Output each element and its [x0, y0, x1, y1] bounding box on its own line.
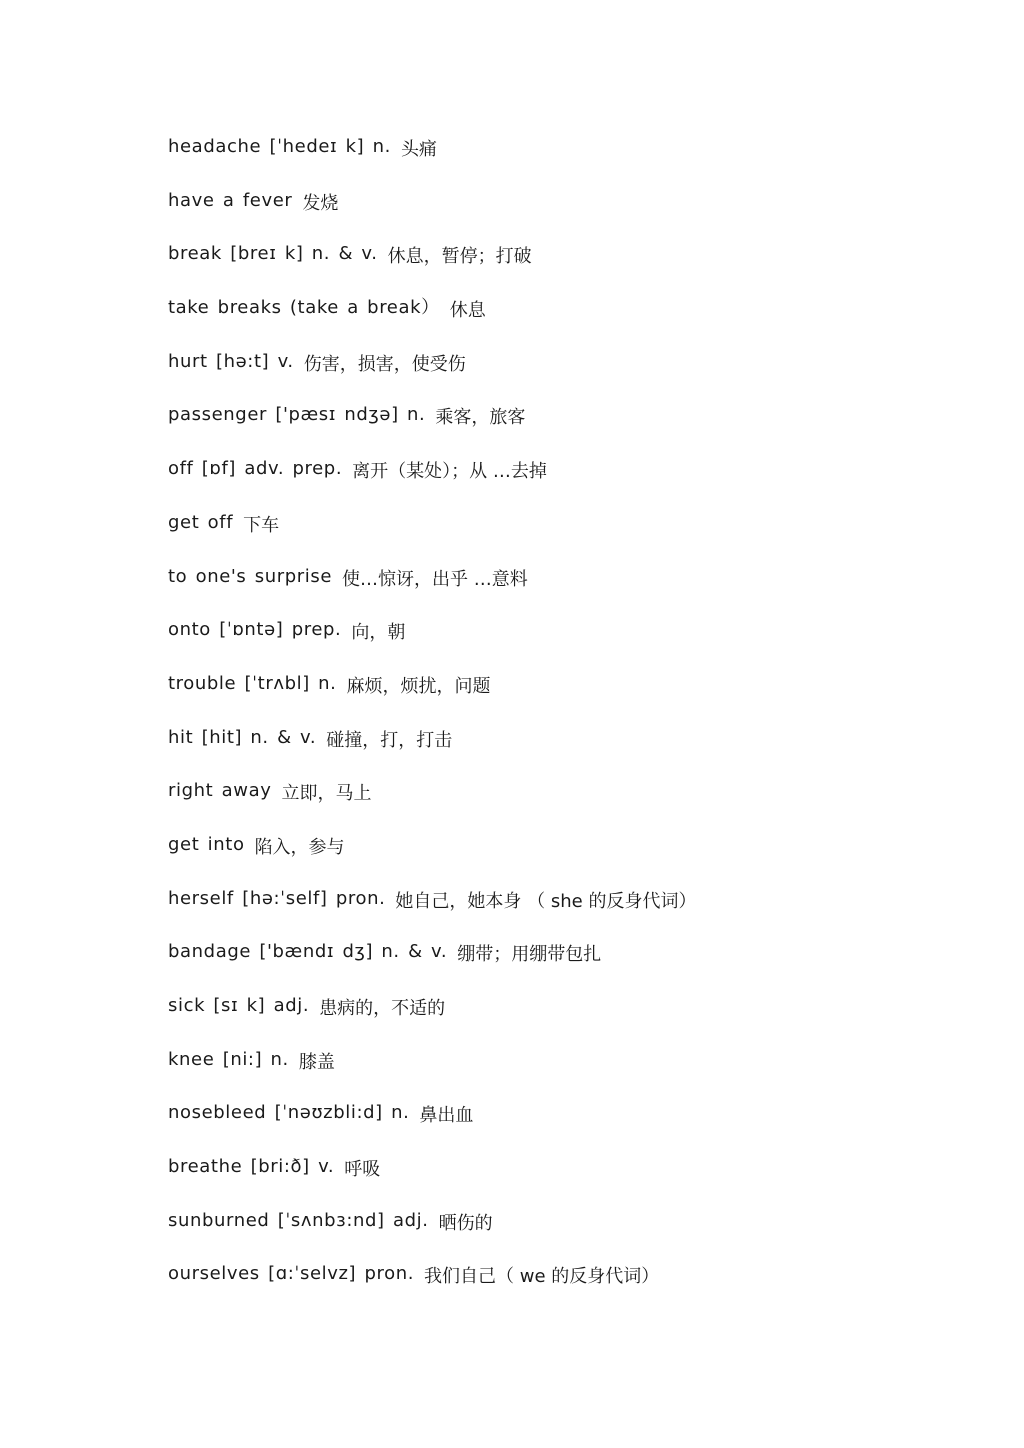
vocab-definition: 休息	[449, 300, 486, 322]
vocab-entry	[168, 294, 988, 348]
vocab-definition: 发烧	[302, 192, 339, 214]
vocab-entry	[168, 348, 988, 402]
vocab-definition: 我们自己（ we 的反身代词）	[424, 1266, 660, 1288]
vocab-entry	[168, 938, 988, 992]
vocab-definition: 立即，马上	[281, 783, 372, 805]
vocab-term: have a fever	[168, 189, 293, 211]
vocab-definition: 鼻出血	[419, 1105, 474, 1127]
vocab-term: hurt [hə:t] v.	[168, 350, 294, 372]
vocab-entry	[168, 777, 988, 831]
vocab-entry	[168, 133, 988, 187]
vocab-entry	[168, 401, 988, 455]
vocab-entry	[168, 1153, 988, 1207]
vocab-entry	[168, 670, 988, 724]
vocab-definition: 休息，暂停；打破	[387, 246, 532, 268]
vocab-term: passenger ['pæsɪ ndʒə] n.	[168, 404, 426, 426]
vocab-term: trouble [ˈtrʌbl] n.	[168, 672, 337, 694]
vocab-entry	[168, 1046, 988, 1100]
vocab-definition: 头痛	[400, 139, 437, 160]
vocab-term: get off	[168, 511, 234, 533]
vocab-entry	[168, 885, 988, 939]
vocab-term: bandage ['bændɪ dʒ] n. & v.	[168, 941, 448, 963]
vocabulary-list	[168, 133, 988, 1314]
vocab-term: onto [ˈɒntə] prep.	[168, 619, 342, 641]
vocab-entry	[168, 1207, 988, 1261]
vocab-definition: 呼吸	[344, 1159, 381, 1181]
vocab-term: off [ɒf] adv. prep.	[168, 458, 343, 480]
vocab-term: sunburned [ˈsʌnbɜ:nd] adj.	[168, 1209, 429, 1231]
vocab-term: breathe [bri:ð] v.	[168, 1156, 335, 1178]
vocab-entry	[168, 240, 988, 294]
vocab-term: to one's surprise	[168, 565, 333, 587]
vocab-term: get into	[168, 833, 245, 855]
vocab-term: herself [hə:ˈself] pron.	[168, 887, 386, 909]
vocab-term: ourselves [ɑ:ˈselvz] pron.	[168, 1263, 415, 1285]
vocab-entry	[168, 724, 988, 778]
vocab-term: hit [hit] n. & v.	[168, 726, 317, 748]
vocab-definition: 下车	[243, 514, 280, 536]
vocab-definition: 陷入，参与	[254, 836, 345, 858]
vocab-entry	[168, 563, 988, 617]
vocab-entry	[168, 187, 988, 241]
vocab-definition: 伤害，损害，使受伤	[303, 353, 466, 375]
vocab-entry	[168, 455, 988, 509]
vocab-definition: 向，朝	[351, 622, 406, 644]
vocab-entry	[168, 1099, 988, 1153]
vocab-term: break [breɪ k] n. & v.	[168, 243, 378, 265]
vocab-entry	[168, 616, 988, 670]
vocab-term: take breaks (take a break）	[168, 297, 440, 319]
vocab-definition: 她自己，她本身 （ she 的反身代词）	[395, 890, 697, 912]
vocab-entry	[168, 509, 988, 563]
vocab-definition: 乘客，旅客	[435, 407, 526, 429]
vocab-term: knee [ni:] n.	[168, 1048, 289, 1070]
vocab-definition: 膝盖	[298, 1051, 335, 1073]
vocab-definition: 使…惊讶，出乎 …意料	[342, 568, 528, 590]
vocab-definition: 碰撞，打，打击	[326, 729, 453, 751]
vocab-definition: 患病的，不适的	[319, 998, 446, 1019]
vocab-term: sick [sɪ k] adj.	[168, 995, 310, 1016]
vocab-term: nosebleed [ˈnəʊzbli:d] n.	[168, 1102, 410, 1124]
vocab-entry	[168, 831, 988, 885]
vocab-definition: 晒伤的	[438, 1212, 493, 1234]
vocab-definition: 离开（某处）；从 …去掉	[352, 461, 547, 483]
vocab-term: headache [ˈhedeɪ k] n.	[168, 136, 391, 157]
vocab-entry	[168, 1260, 988, 1314]
vocab-definition: 麻烦，烦扰，问题	[346, 675, 491, 697]
vocab-definition: 绷带；用绷带包扎	[457, 944, 602, 966]
vocab-entry	[168, 992, 988, 1046]
vocab-term: right away	[168, 780, 272, 802]
